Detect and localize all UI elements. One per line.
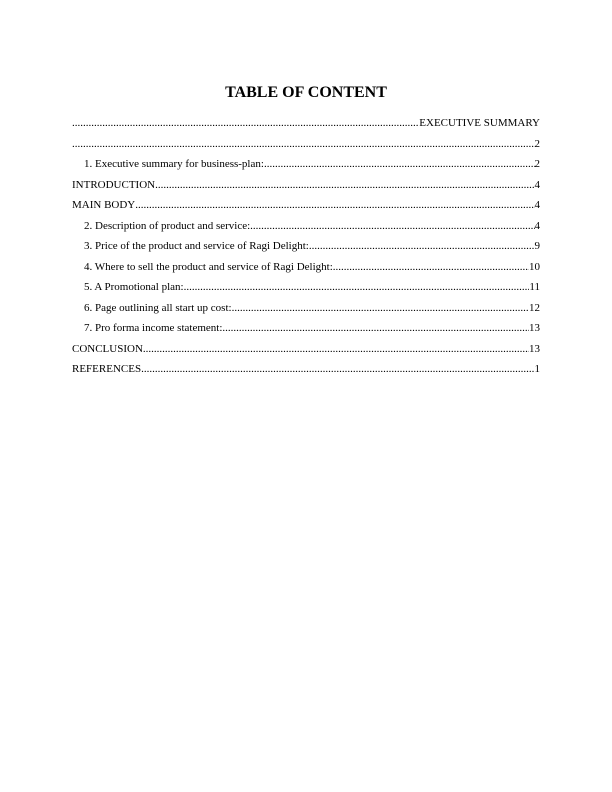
- toc-leader-dots: [222, 322, 529, 335]
- toc-entry-page: 10: [529, 260, 540, 273]
- toc-entry-page: 2: [534, 137, 540, 150]
- toc-leader-dots: [155, 179, 534, 192]
- toc-entry[interactable]: [72, 240, 540, 253]
- toc-entry-label: CONCLUSION: [72, 342, 143, 355]
- toc-entry[interactable]: [72, 281, 540, 294]
- toc-entry[interactable]: [72, 179, 540, 192]
- toc-entry-page: 4: [534, 199, 540, 211]
- toc-entry-page: 9: [534, 240, 540, 252]
- toc-entry[interactable]: [72, 158, 540, 171]
- toc-entry-label: 1. Executive summary for business-plan:: [84, 158, 264, 170]
- table-of-contents: [72, 117, 540, 384]
- toc-entry-label: REFERENCES: [72, 363, 142, 375]
- toc-leader-dots: [141, 363, 534, 376]
- toc-entry-page: 11: [529, 281, 540, 293]
- toc-entry-label: 5. A Promotional plan:: [84, 281, 184, 293]
- toc-entry-page: 4: [534, 219, 540, 232]
- toc-entry[interactable]: [72, 343, 540, 356]
- toc-entry-label: 7. Pro forma income statement:: [84, 322, 223, 334]
- toc-entry-page: 2: [534, 158, 540, 170]
- toc-leader-dots: [72, 117, 419, 130]
- toc-entry[interactable]: [72, 220, 540, 233]
- toc-leader-dots: [135, 199, 534, 212]
- toc-entry-page: 13: [529, 342, 540, 355]
- toc-entry-executive-summary-page[interactable]: [72, 138, 540, 151]
- toc-entry[interactable]: [72, 363, 540, 376]
- toc-entry-label: EXECUTIVE SUMMARY: [419, 117, 540, 129]
- toc-entry-page: 13: [529, 322, 540, 334]
- toc-entry-page: 1: [534, 363, 540, 375]
- toc-leader-dots: [333, 261, 529, 274]
- toc-entry-label: 4. Where to sell the product and service of Ragi Delight:: [84, 260, 333, 273]
- toc-entry-label: 2. Description of product and service:: [84, 219, 251, 232]
- toc-leader-dots: [72, 138, 535, 151]
- toc-leader-dots: [184, 281, 530, 294]
- toc-title: TABLE OF CONTENT: [225, 84, 387, 101]
- toc-leader-dots: [143, 343, 529, 356]
- toc-entry[interactable]: [72, 322, 540, 335]
- toc-entry[interactable]: [72, 302, 540, 315]
- toc-entry-executive-summary[interactable]: [72, 117, 540, 130]
- toc-entry-label: INTRODUCTION: [72, 178, 156, 191]
- toc-entry-label: MAIN BODY: [72, 199, 136, 211]
- toc-leader-dots: [250, 220, 534, 233]
- toc-entry-page: 12: [529, 301, 540, 314]
- toc-leader-dots: [264, 158, 535, 171]
- toc-entry[interactable]: [72, 261, 540, 274]
- toc-entry[interactable]: [72, 199, 540, 212]
- toc-leader-dots: [232, 302, 529, 315]
- toc-entry-page: 4: [534, 178, 540, 191]
- toc-entry-label: 3. Price of the product and service of Ragi Delight:: [84, 240, 309, 252]
- toc-leader-dots: [309, 240, 535, 253]
- toc-entry-label: 6. Page outlining all start up cost:: [84, 301, 232, 314]
